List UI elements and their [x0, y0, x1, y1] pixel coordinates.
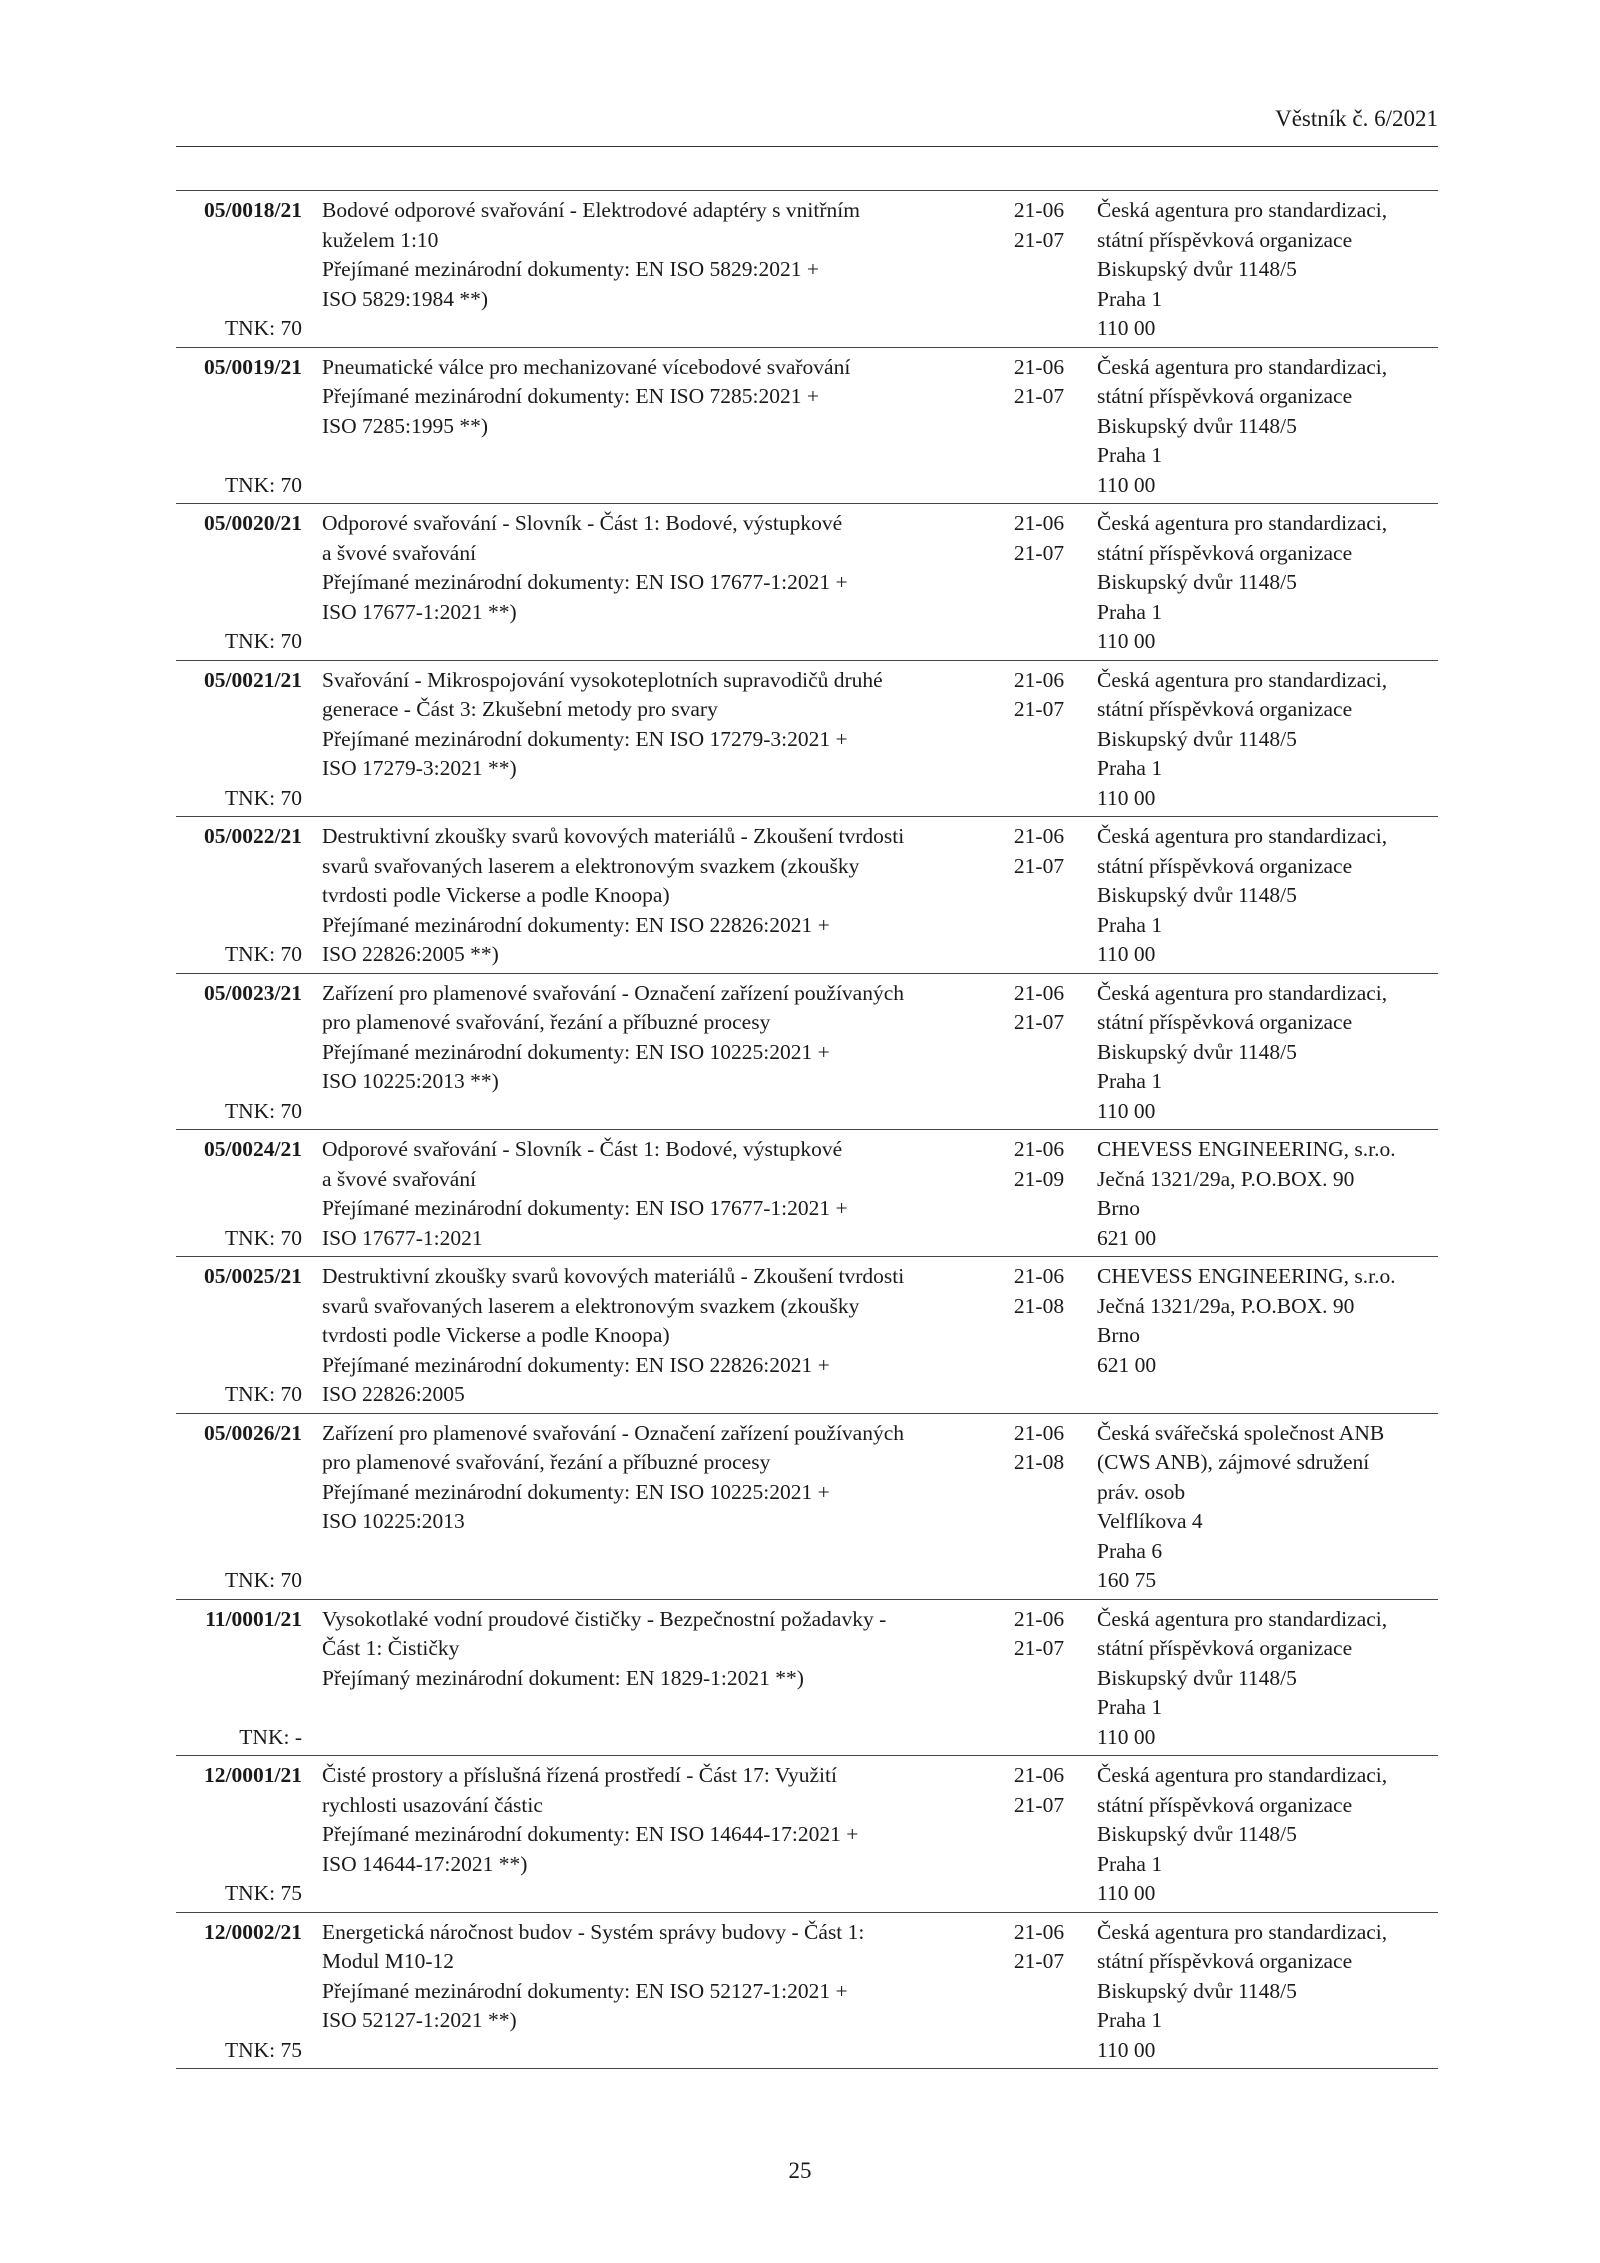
- entry-organization-line: Praha 1: [1097, 1695, 1163, 1719]
- entry-organization-line: Česká agentura pro standardizaci,: [1097, 1763, 1388, 1787]
- entry-title-line: tvrdosti podle Vickerse a podle Knoopa): [322, 1323, 670, 1347]
- entry-organization-line: CHEVESS ENGINEERING, s.r.o.: [1097, 1137, 1396, 1161]
- entry-organization-line: Praha 1: [1097, 1069, 1163, 1093]
- entry-title-line: ISO 5829:1984 **): [322, 286, 489, 311]
- entry-organization-line: Česká agentura pro standardizaci,: [1097, 980, 1388, 1005]
- entry-date: 21-06: [1013, 667, 1065, 692]
- entry-code: 12/0002/21: [204, 1919, 302, 1944]
- entry-id-column: [176, 509, 302, 657]
- entry-title-line: rychlosti usazování částic: [322, 1792, 543, 1817]
- standard-entry: [176, 348, 1438, 505]
- entry-title-line: Přejímané mezinárodní dokumenty: EN ISO 17677-1:2021 +: [322, 570, 848, 594]
- entry-organization-line: (CWS ANB), zájmové sdružení: [1097, 1450, 1370, 1474]
- entry-tnk: TNK: 70: [224, 1098, 302, 1123]
- entry-organization-line: Praha 1: [1097, 443, 1163, 467]
- entry-tnk: TNK: 70: [224, 1568, 302, 1592]
- entry-organization: [1097, 822, 1438, 970]
- entry-organization-line: státní příspěvková organizace: [1097, 697, 1353, 721]
- entry-organization-line: Česká svářečská společnost ANB: [1097, 1420, 1385, 1445]
- entry-organization-line: státní příspěvková organizace: [1097, 853, 1353, 878]
- entry-organization: [1097, 1419, 1438, 1596]
- entry-tnk: TNK: 70: [224, 316, 302, 340]
- entry-organization-line: 110 00: [1097, 785, 1156, 810]
- entry-tnk: TNK: 75: [224, 1881, 302, 1905]
- entry-title-line: Přejímané mezinárodní dokumenty: EN ISO 14644-17:2021 +: [322, 1822, 859, 1846]
- entry-organization: [1097, 196, 1438, 344]
- entry-title-line: Přejímané mezinárodní dokumenty: EN ISO 17677-1:2021 +: [322, 1196, 848, 1220]
- entry-title-line: ISO 22826:2005 **): [322, 942, 499, 966]
- entry-organization-line: Brno: [1097, 1323, 1140, 1347]
- entry-id-column: [176, 1135, 302, 1253]
- entry-date: 21-07: [1013, 1010, 1065, 1034]
- entry-dates: [996, 353, 1082, 412]
- entry-title-line: svarů svařovaných laserem a elektronovým svazkem (zkoušky: [322, 1293, 860, 1318]
- entry-organization-line: státní příspěvková organizace: [1097, 1949, 1353, 1973]
- entry-date: 21-08: [1013, 1450, 1065, 1474]
- entry-organization-line: Česká agentura pro standardizaci,: [1097, 511, 1388, 535]
- standard-entry: [176, 1756, 1438, 1913]
- entry-tnk: TNK: 70: [224, 1225, 302, 1250]
- entry-title-line: Zařízení pro plamenové svařování - Označení zařízení používaných: [322, 1420, 905, 1445]
- entry-id-column: [176, 1605, 302, 1753]
- entry-id-column: [176, 353, 302, 501]
- entry-organization-line: Biskupský dvůr 1148/5: [1097, 726, 1297, 751]
- entry-date: 21-07: [1013, 540, 1065, 565]
- entry-organization-line: státní příspěvková organizace: [1097, 1792, 1353, 1817]
- entry-organization-line: 110 00: [1097, 1881, 1156, 1905]
- entry-organization-line: Praha 1: [1097, 2008, 1163, 2032]
- entry-title-line: Přejímané mezinárodní dokumenty: EN ISO 52127-1:2021 +: [322, 1978, 848, 2003]
- entry-organization-line: Česká agentura pro standardizaci,: [1097, 1606, 1388, 1631]
- entry-title-line: Přejímané mezinárodní dokumenty: EN ISO 17279-3:2021 +: [322, 726, 848, 751]
- entry-code: 11/0001/21: [205, 1606, 302, 1631]
- standard-entry: [176, 504, 1438, 661]
- entry-date: 21-06: [1013, 980, 1065, 1005]
- entry-tnk: TNK: -: [239, 1724, 302, 1749]
- entry-title-line: Přejímané mezinárodní dokumenty: EN ISO 10225:2021 +: [322, 1479, 830, 1504]
- standard-entry: [176, 191, 1438, 348]
- entry-organization: [1097, 1135, 1438, 1253]
- entry-title-line: Odporové svařování - Slovník - Část 1: Bodové, výstupkové: [322, 511, 843, 535]
- entry-dates: [996, 1761, 1082, 1820]
- entry-organization: [1097, 979, 1438, 1127]
- entry-title-line: Modul M10-12: [322, 1949, 454, 1973]
- entry-organization: [1097, 1605, 1438, 1753]
- entry-organization: [1097, 1761, 1438, 1909]
- entry-organization-line: Ječná 1321/29a, P.O.BOX. 90: [1097, 1293, 1355, 1318]
- entry-title-line: Čisté prostory a příslušná řízená prostředí - Část 17: Využití: [322, 1763, 837, 1787]
- entry-title-line: Destruktivní zkoušky svarů kovových materiálů - Zkoušení tvrdosti: [322, 824, 905, 848]
- entry-organization: [1097, 1918, 1438, 2066]
- standard-entry: [176, 1600, 1438, 1757]
- standards-list: [176, 190, 1438, 2069]
- entry-date: 21-07: [1013, 1949, 1065, 1973]
- entry-title-line: Část 1: Čističky: [322, 1636, 460, 1660]
- entry-organization-line: Česká agentura pro standardizaci,: [1097, 667, 1388, 692]
- entry-date: 21-07: [1013, 1636, 1065, 1660]
- entry-title-line: Přejímané mezinárodní dokumenty: EN ISO 10225:2021 +: [322, 1039, 830, 1064]
- entry-organization-line: Praha 1: [1097, 912, 1163, 937]
- entry-organization-line: 160 75: [1097, 1568, 1157, 1592]
- page-number: 25: [788, 2158, 812, 2183]
- entry-organization-line: 621 00: [1097, 1352, 1157, 1377]
- entry-organization-line: Česká agentura pro standardizaci,: [1097, 354, 1388, 379]
- standard-entry: [176, 661, 1438, 818]
- entry-organization-line: Ječná 1321/29a, P.O.BOX. 90: [1097, 1166, 1355, 1191]
- entry-organization-line: Česká agentura pro standardizaci,: [1097, 824, 1388, 848]
- entry-title-line: Zařízení pro plamenové svařování - Označení zařízení používaných: [322, 980, 905, 1005]
- entry-dates: [996, 1135, 1082, 1194]
- entry-date: 21-08: [1013, 1293, 1065, 1318]
- header-rule: [176, 146, 1438, 147]
- entry-organization-line: Česká agentura pro standardizaci,: [1097, 1919, 1388, 1944]
- entry-dates: [996, 509, 1082, 568]
- entry-tnk: TNK: 70: [224, 1382, 302, 1406]
- entry-organization-line: Biskupský dvůr 1148/5: [1097, 1978, 1297, 2003]
- entry-code: 05/0018/21: [204, 198, 302, 222]
- entry-date: 21-06: [1013, 511, 1065, 535]
- entry-code: 05/0023/21: [204, 980, 302, 1005]
- standard-entry: [176, 974, 1438, 1131]
- entry-organization-line: Biskupský dvůr 1148/5: [1097, 413, 1297, 438]
- entry-date: 21-07: [1013, 227, 1065, 252]
- entry-dates: [996, 666, 1082, 725]
- entry-organization-line: 110 00: [1097, 1724, 1156, 1749]
- entry-organization-line: Biskupský dvůr 1148/5: [1097, 883, 1297, 907]
- entry-title-line: a švové svařování: [322, 540, 477, 565]
- entry-id-column: [176, 666, 302, 814]
- entry-code: 05/0020/21: [204, 511, 302, 535]
- entry-organization-line: Biskupský dvůr 1148/5: [1097, 1039, 1297, 1064]
- entry-organization-line: 110 00: [1097, 1098, 1156, 1123]
- entry-organization-line: Praha 1: [1097, 756, 1163, 780]
- entry-title-line: ISO 17677-1:2021: [322, 1225, 483, 1250]
- entry-tnk: TNK: 70: [224, 785, 302, 810]
- journal-header: Věstník č. 6/2021: [1275, 106, 1438, 131]
- entry-tnk: TNK: 70: [224, 629, 302, 653]
- entry-organization-line: státní příspěvková organizace: [1097, 1010, 1353, 1034]
- entry-organization-line: 110 00: [1097, 942, 1156, 966]
- entry-id-column: [176, 979, 302, 1127]
- entry-organization-line: Brno: [1097, 1196, 1140, 1220]
- entry-title-line: ISO 17279-3:2021 **): [322, 756, 517, 780]
- entry-title-line: pro plamenové svařování, řezání a příbuzné procesy: [322, 1010, 771, 1034]
- entry-title-line: ISO 10225:2013 **): [322, 1069, 499, 1093]
- entry-title-line: Pneumatické válce pro mechanizované vícebodové svařování: [322, 354, 851, 379]
- entry-id-column: [176, 1419, 302, 1596]
- entry-date: 21-06: [1013, 1264, 1065, 1288]
- entry-code: 05/0025/21: [204, 1264, 302, 1288]
- entry-title-line: tvrdosti podle Vickerse a podle Knoopa): [322, 883, 670, 907]
- entry-title-line: ISO 14644-17:2021 **): [322, 1851, 528, 1876]
- entry-organization-line: 110 00: [1097, 316, 1156, 340]
- entry-title-line: generace - Část 3: Zkušební metody pro svary: [322, 697, 718, 721]
- entry-title-line: ISO 10225:2013: [322, 1509, 465, 1533]
- entry-title-line: Vysokotlaké vodní proudové čističky - Bezpečnostní požadavky -: [322, 1606, 887, 1631]
- standard-entry: [176, 1414, 1438, 1600]
- entry-code: 05/0021/21: [204, 667, 302, 692]
- entry-organization: [1097, 1262, 1438, 1380]
- entry-date: 21-09: [1013, 1166, 1065, 1191]
- entry-id-column: [176, 1761, 302, 1909]
- entry-title-line: pro plamenové svařování, řezání a příbuzné procesy: [322, 1450, 771, 1474]
- entry-date: 21-07: [1013, 697, 1065, 721]
- entry-organization-line: práv. osob: [1097, 1479, 1186, 1504]
- entry-id-column: [176, 1918, 302, 2066]
- entry-organization-line: Biskupský dvůr 1148/5: [1097, 257, 1297, 281]
- entry-title-line: Přejímaný mezinárodní dokument: EN 1829-1:2021 **): [322, 1665, 804, 1690]
- entry-date: 21-06: [1013, 1606, 1065, 1631]
- entry-tnk: TNK: 70: [224, 942, 302, 966]
- standard-entry: [176, 1257, 1438, 1414]
- entry-organization-line: Praha 1: [1097, 286, 1163, 311]
- entry-organization-line: Biskupský dvůr 1148/5: [1097, 1822, 1297, 1846]
- entry-organization-line: 621 00: [1097, 1225, 1157, 1250]
- entry-organization-line: Česká agentura pro standardizaci,: [1097, 198, 1388, 222]
- entry-date: 21-06: [1013, 1919, 1065, 1944]
- entry-organization-line: státní příspěvková organizace: [1097, 1636, 1353, 1660]
- entry-title-line: Svařování - Mikrospojování vysokoteplotních supravodičů druhé: [322, 667, 883, 692]
- entry-dates: [996, 1918, 1082, 1977]
- entry-organization-line: Praha 1: [1097, 1851, 1163, 1876]
- entry-title-line: Přejímané mezinárodní dokumenty: EN ISO 22826:2021 +: [322, 912, 830, 937]
- entry-organization-line: Biskupský dvůr 1148/5: [1097, 570, 1297, 594]
- entry-date: 21-06: [1013, 354, 1065, 379]
- entry-title-line: svarů svařovaných laserem a elektronovým svazkem (zkoušky: [322, 853, 860, 878]
- entry-organization-line: Biskupský dvůr 1148/5: [1097, 1665, 1297, 1690]
- entry-dates: [996, 1605, 1082, 1664]
- entry-title-line: ISO 22826:2005: [322, 1382, 465, 1406]
- entry-code: 05/0019/21: [204, 354, 302, 379]
- entry-id-column: [176, 196, 302, 344]
- entry-dates: [996, 822, 1082, 881]
- entry-title-line: Odporové svařování - Slovník - Část 1: Bodové, výstupkové: [322, 1137, 843, 1161]
- entry-organization: [1097, 509, 1438, 657]
- entry-dates: [996, 196, 1082, 255]
- entry-id-column: [176, 1262, 302, 1410]
- entry-organization-line: 110 00: [1097, 629, 1156, 653]
- entry-tnk: TNK: 70: [224, 472, 302, 497]
- entry-title-line: ISO 17677-1:2021 **): [322, 599, 517, 624]
- standard-entry: [176, 817, 1438, 974]
- entry-title-line: a švové svařování: [322, 1166, 477, 1191]
- entry-date: 21-07: [1013, 853, 1065, 878]
- entry-dates: [996, 979, 1082, 1038]
- entry-code: 12/0001/21: [204, 1763, 302, 1787]
- entry-date: 21-06: [1013, 198, 1065, 222]
- entry-organization-line: Praha 6: [1097, 1538, 1163, 1563]
- entry-organization-line: 110 00: [1097, 472, 1156, 497]
- entry-date: 21-06: [1013, 1137, 1065, 1161]
- entry-dates: [996, 1419, 1082, 1478]
- entry-date: 21-07: [1013, 1792, 1065, 1817]
- entry-organization-line: Velflíkova 4: [1097, 1509, 1203, 1533]
- entry-title-line: kuželem 1:10: [322, 227, 439, 252]
- entry-date: 21-06: [1013, 824, 1065, 848]
- entry-code: 05/0022/21: [204, 824, 302, 848]
- entry-organization: [1097, 666, 1438, 814]
- entry-dates: [996, 1262, 1082, 1321]
- entry-code: 05/0026/21: [204, 1420, 302, 1445]
- standard-entry: [176, 1913, 1438, 2070]
- entry-title-line: Energetická náročnost budov - Systém správy budovy - Část 1:: [322, 1919, 865, 1944]
- entry-title-line: Destruktivní zkoušky svarů kovových materiálů - Zkoušení tvrdosti: [322, 1264, 905, 1288]
- entry-code: 05/0024/21: [204, 1137, 302, 1161]
- entry-organization-line: státní příspěvková organizace: [1097, 384, 1353, 408]
- entry-date: 21-06: [1013, 1763, 1065, 1787]
- entry-organization-line: státní příspěvková organizace: [1097, 540, 1353, 565]
- entry-organization-line: státní příspěvková organizace: [1097, 227, 1353, 252]
- entry-title-line: Přejímané mezinárodní dokumenty: EN ISO 5829:2021 +: [322, 257, 819, 281]
- entry-organization: [1097, 353, 1438, 501]
- entry-title-line: ISO 7285:1995 **): [322, 413, 489, 438]
- entry-date: 21-07: [1013, 384, 1065, 408]
- entry-organization-line: CHEVESS ENGINEERING, s.r.o.: [1097, 1264, 1396, 1288]
- entry-date: 21-06: [1013, 1420, 1065, 1445]
- entry-title-line: ISO 52127-1:2021 **): [322, 2008, 517, 2032]
- entry-title-line: Přejímané mezinárodní dokumenty: EN ISO 7285:2021 +: [322, 384, 819, 408]
- entry-organization-line: 110 00: [1097, 2037, 1156, 2062]
- entry-tnk: TNK: 75: [224, 2037, 302, 2062]
- entry-id-column: [176, 822, 302, 970]
- entry-title-line: Bodové odporové svařování - Elektrodové adaptéry s vnitřním: [322, 198, 860, 222]
- standard-entry: [176, 1130, 1438, 1257]
- entry-organization-line: Praha 1: [1097, 599, 1163, 624]
- entry-title-line: Přejímané mezinárodní dokumenty: EN ISO 22826:2021 +: [322, 1352, 830, 1377]
